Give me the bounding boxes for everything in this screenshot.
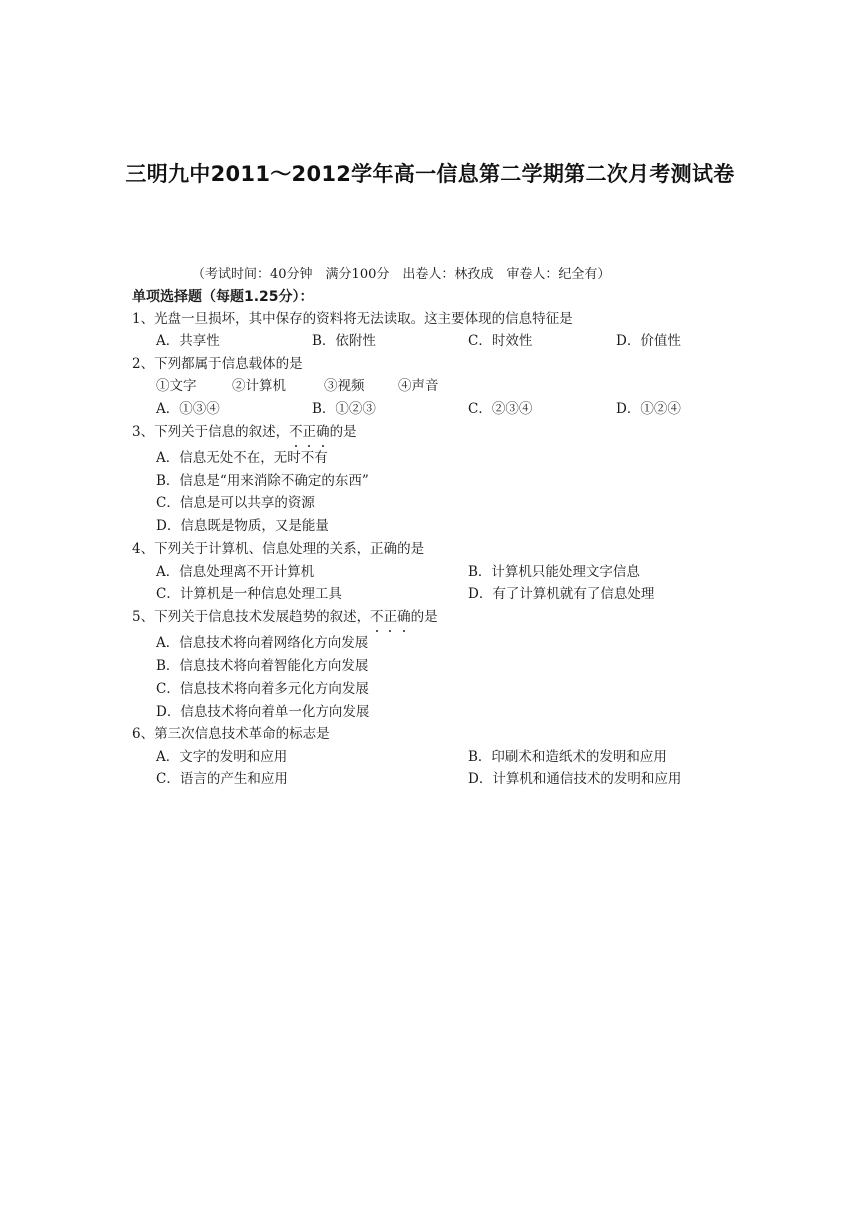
question-2-option-a: A．①③④	[156, 401, 220, 417]
question-3-option-d: D．信息既是物质，又是能量	[156, 518, 329, 534]
emphasis-char: 正	[302, 424, 317, 440]
question-6-option-d: D．计算机和通信技术的发明和应用	[468, 771, 682, 787]
question-3-stem-pre: 3、下列关于信息的叙述，	[132, 424, 290, 440]
question-3-stem-post: 的是	[329, 424, 357, 440]
question-4-option-a: A．信息处理离不开计算机	[156, 564, 315, 580]
question-2-item-2: ②计算机	[232, 378, 286, 394]
question-1-option-a: A．共享性	[156, 333, 220, 349]
question-4-option-d: D．有了计算机就有了信息处理	[468, 586, 655, 602]
question-6-option-a: A．文字的发明和应用	[156, 749, 288, 765]
question-2-stem: 2、下列都属于信息载体的是	[132, 356, 303, 372]
section-title: 单项选择题（每题1.25分）：	[132, 289, 314, 305]
question-5-stem-post: 的是	[410, 609, 438, 625]
emphasis-char: 正	[383, 609, 398, 625]
question-5-stem	[132, 608, 438, 626]
question-6-stem: 6、第三次信息技术革命的标志是	[132, 726, 330, 742]
question-5-option-c: C．信息技术将向着多元化方向发展	[156, 681, 369, 697]
exam-info: （考试时间：40分钟 满分100分 出卷人：林孜成 审卷人：纪全有）	[192, 267, 611, 282]
question-5-option-a: A．信息技术将向着网络化方向发展	[156, 635, 369, 651]
question-6-option-c: C．语言的产生和应用	[156, 771, 288, 787]
question-5-option-b: B．信息技术将向着智能化方向发展	[156, 658, 369, 674]
emphasis-char: 确	[316, 424, 330, 440]
question-1-option-d: D．价值性	[616, 333, 681, 349]
question-5-stem-pre: 5、下列关于信息技术发展趋势的叙述，	[132, 609, 371, 625]
question-4-option-b: B．计算机只能处理文字信息	[468, 564, 640, 580]
question-2-option-c: C．②③④	[468, 401, 533, 417]
emphasis-char: 不	[289, 424, 303, 440]
question-2-option-b: B．①②③	[312, 401, 376, 417]
question-3-option-c: C．信息是可以共享的资源	[156, 495, 315, 511]
question-1-option-b: B．依附性	[312, 333, 376, 349]
question-2-option-d: D．①②④	[616, 401, 681, 417]
question-3-option-a: A．信息无处不在，无时不有	[156, 450, 328, 466]
question-3-stem	[132, 423, 357, 441]
emphasis-char: 确	[397, 609, 411, 625]
question-3-option-b: B．信息是“用来消除不确定的东西”	[156, 473, 369, 489]
exam-title: 三明九中2011～2012学年高一信息第二学期第二次月考测试卷	[125, 162, 735, 186]
question-4-stem: 4、下列关于计算机、信息处理的关系，正确的是	[132, 541, 425, 557]
question-4-option-c: C．计算机是一种信息处理工具	[156, 586, 342, 602]
question-2-item-1: ①文字	[156, 378, 197, 394]
question-2-item-3: ③视频	[324, 378, 365, 394]
question-1-stem: 1、光盘一旦损坏，其中保存的资料将无法读取。这主要体现的信息特征是	[132, 311, 573, 327]
question-1-option-c: C．时效性	[468, 333, 533, 349]
question-5-option-d: D．信息技术将向着单一化方向发展	[156, 704, 370, 720]
question-2-item-4: ④声音	[398, 378, 439, 394]
question-6-option-b: B．印刷术和造纸术的发明和应用	[468, 749, 667, 765]
emphasis-char: 不	[370, 609, 384, 625]
